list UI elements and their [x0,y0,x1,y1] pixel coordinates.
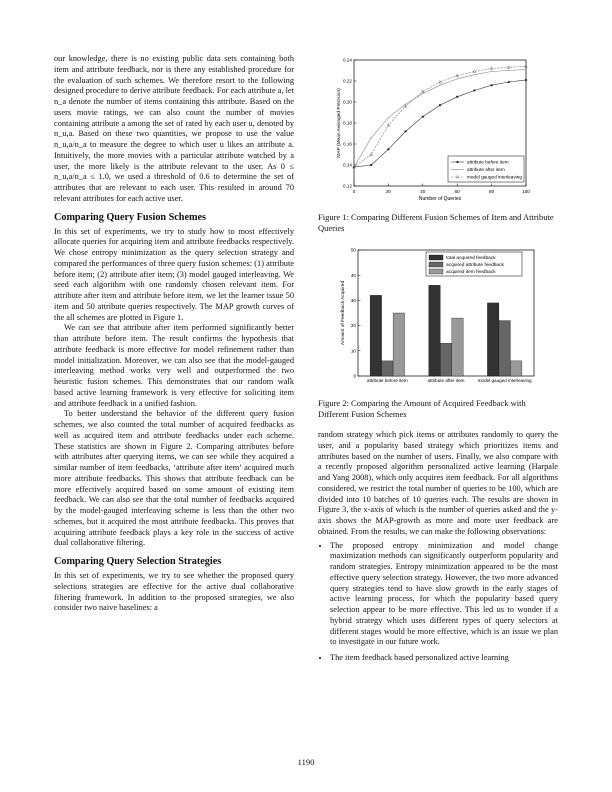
x-tick-label: 40 [420,189,426,194]
y-tick-label: 0.14 [343,162,352,168]
y-tick-label: 40 [350,272,356,278]
x-tick-label: 0 [352,189,356,194]
data-point [525,79,527,81]
x-tick-label: attribute before item [366,378,408,383]
legend-label: model gauged interleaving [467,174,522,180]
legend-swatch [429,262,443,267]
legend-marker [456,161,458,163]
series-line [354,80,526,167]
y-tick-label: 10 [350,348,356,354]
data-point [422,116,424,118]
section-heading: Comparing Query Fusion Schemes [54,211,206,223]
figure-1-caption: Figure 1: Comparing Different Fusion Schemes of Item and Attribute Queries [318,212,554,233]
paragraph: random strategy which pick items or attributes randomly to query the user, and a popularity based strategy which prioritizes items and attributes based on the number of users. Finally, we also compare with a recently proposed algorithm personalized active learning (Harpale and Yang 2008), which only acquires item feedback. For all algorithms considered, we restrict the total number of queries to be 100, which are divided into 10 batches of 10 queries each. The results are shown in Figure 3, the x-axis of which is the number of queries asked and the y-axis shows the MAP-growth as more and more user feedback are obtained. From the results, we can make the following observations: [318,430,558,536]
right-column [318,430,558,669]
figure-2-caption: Figure 2: Comparing the Amount of Acquired Feedback with Different Fusion Schemes [318,398,526,419]
data-point [370,164,372,166]
y-axis-label: MAP (Mean Averaged Precision) [337,88,342,158]
series-line [354,69,526,167]
x-tick-label: 60 [454,189,460,194]
legend-label: total acquired feedback [446,256,496,262]
list-item: • The item feedback based personalized active learning [330,653,558,664]
y-tick-label: 0.20 [343,99,352,105]
x-tick-label: 80 [489,189,495,194]
y-axis-label: Amount of Feedback Acquired [341,280,346,346]
bar [429,285,441,376]
bar [499,321,511,376]
y-tick-label: 20 [350,323,356,329]
bar [370,295,382,376]
data-point [508,81,510,83]
figure-1-line-chart [334,54,558,208]
observation-list [318,541,558,664]
data-point [439,104,441,106]
data-point [405,130,407,132]
y-tick-label: 30 [350,298,356,303]
list-item: • The proposed entropy minimization and model change maximization methods can significantly outperform popularity and random strategies. Entropy minimization appeared to be the most effective query selection strategy. However, the two more advanced query strategies tend to have slow growth in the early stages of active learning process, for which the popularity based query selection appear to be more effective. This led us to wonder if a hybrid strategy which uses different types of query selectors at different stages would be more effective, which is an issue we plan to investigate in our future work. [330,541,558,649]
y-tick-label: 0 [353,373,356,379]
legend-label: acquired item feedback [446,270,496,276]
series-line [354,66,526,167]
bar [452,318,464,376]
bar [393,313,404,376]
bar [382,361,394,376]
paragraph: To better understand the behavior of the different query fusion schemes, we also counted the total number of acquired feedbacks as well as acquired item and attribute feedbacks under each scheme. These statistics are shown in Figure 2. Comparing attributes before with attributes after querying items, we can see while they acquired a similar number of item feedbacks, ‘attribute after item’ acquired much more attribute feedbacks. This shows that attribute feedback can be more effectively acquired based on some amount of existing item feedback. We can also see that the total number of feedbacks acquired by the model-gauged interleaving scheme is less than the other two schemes, but it acquired the most attribute feedbacks. This proves that acquiring attribute feedback plays a key role in the success of active dual collaborative filtering. [54,409,294,548]
y-tick-label: 0.22 [343,78,352,84]
data-point [473,89,475,91]
page-number: 1190 [297,757,315,767]
paragraph: our knowledge, there is no existing public data sets containing both item and attribute feedback, nor is there any established procedure for the evaluation of such schemes. We therefore resort to the following designed procedure to derive attribute feedback. For each attribute a, let n_a denote the number of items containing this attribute. Based on the users movie ratings, we can also count the number of movies containing attribute a among the set of rated by each user u, denoted by n_u,a. Based on these two quantities, we propose to use the value n_u,a/n_a to measure the degree to which user u likes an attribute a. Intuitively, the more movies with a particular attribute watched by a user, the more likely is the attribute relevant to the user. As 0 ≤ n_u,a/n_a ≤ 1.0, we used a threshold of 0.6 to determine the set of attributes that are relevant to each user. This resulted in around 70 relevant attributes for each active user. [54,54,295,203]
legend-label: attribute before item [467,159,509,165]
x-tick-label: 100 [522,189,530,194]
x-axis-label: Number of Queries [418,196,462,202]
y-tick-label: 0.12 [343,183,352,189]
legend-label: attribute after item [467,167,505,173]
data-point [491,84,493,86]
legend-label: acquired attribute feedback [446,263,504,269]
paragraph: In this set of experiments, we try to study how to most effectively allocate queries for acquiring item and attribute feedbacks respectively. We chose entropy minimization as the query selection strategy and compared the performances of three query fusion schemes: (1) attribute before item; (2) attribute after item; (3) model gauged interleaving. We seed each algorithm with one randomly chosen relevant item. For attribute after item and attribute before item, we let the learner issue 50 item and 50 attribute queries respectively. The MAP growth curves of the all schemes are plotted in Figure 1. [54,226,294,322]
figure-2-bar-chart [334,246,558,392]
legend-swatch [429,255,443,260]
bar [510,361,522,376]
y-tick-label: 0.16 [343,141,352,147]
paragraph: We can see that attribute after item performed significantly better than attribute before item. The result confirms the hypothesis that attribute feedback is more effective for model refinement rather than model initialization. Moreover, we can also see that the model-gauged interleaving method works very well and outperformed the two heuristic fusion schemes. This demonstrates that our random walk based active learning framework is very effective for soliciting item and attribute feedback in a unified fashion. [54,323,294,408]
data-point [387,148,389,150]
legend-swatch [429,269,443,274]
y-tick-label: 0.18 [343,120,352,126]
left-column [54,54,294,614]
paragraph: In this set of experiments, we try to see whether the proposed query selections strategies are effective for the active dual collaborative filtering framework. In addition to the proposed strategies, we also consider two naive baselines: a [54,571,294,613]
x-tick-label: attribute after item [427,378,465,383]
y-tick-label: 50 [350,247,356,253]
x-tick-label: 20 [385,189,391,194]
x-tick-label: model gauged interleaving [477,378,532,383]
bar [440,343,452,376]
y-tick-label: 0.24 [343,57,352,63]
data-point [456,96,458,98]
bar [487,303,499,376]
section-heading: Comparing Query Selection Strategies [54,556,222,567]
